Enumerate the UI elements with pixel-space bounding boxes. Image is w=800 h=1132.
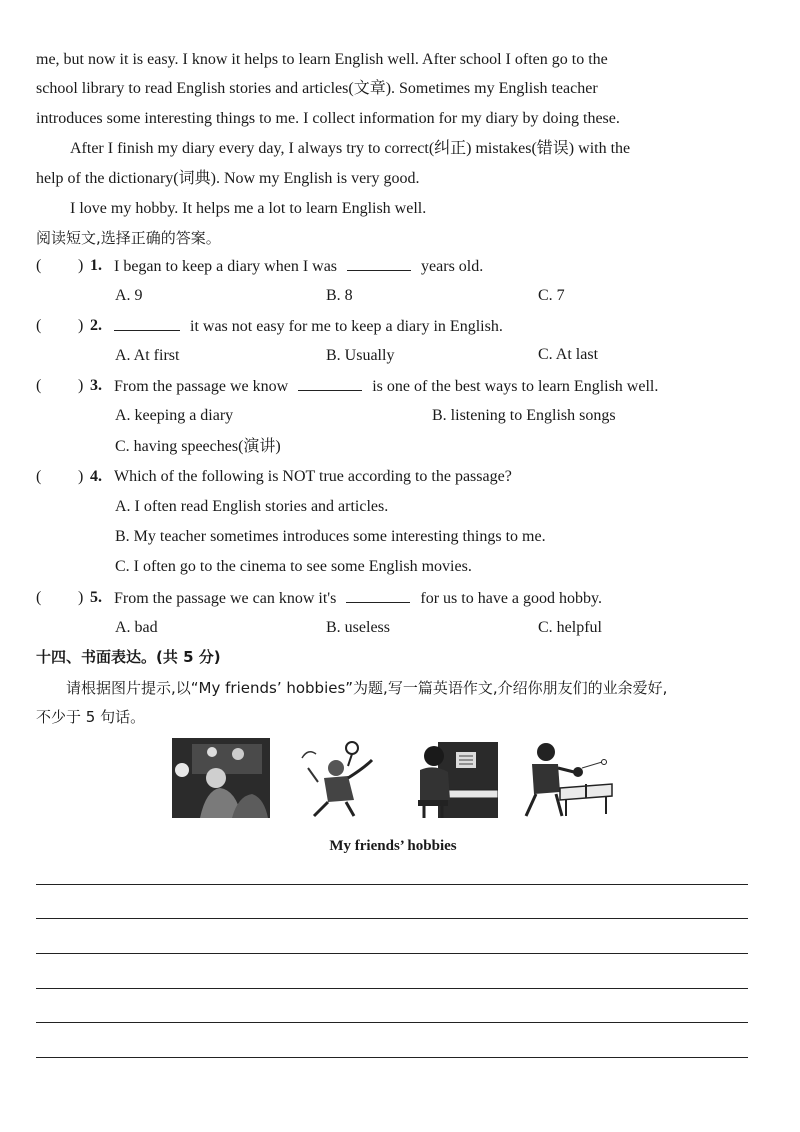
answer-paren-close: ) xyxy=(78,377,84,394)
answer-blank xyxy=(347,256,411,271)
answer-paren-close: ) xyxy=(78,317,84,334)
option-a: A. At first xyxy=(115,347,180,364)
writing-line[interactable] xyxy=(36,1022,748,1023)
answer-blank xyxy=(298,376,362,391)
answer-paren-close: ) xyxy=(78,589,84,606)
picture-movie-watching xyxy=(172,738,270,818)
question-number: 4. xyxy=(90,468,102,485)
option-c: C. I often go to the cinema to see some English movies. xyxy=(115,558,472,575)
option-c: C. helpful xyxy=(538,619,602,636)
question-number: 2. xyxy=(90,317,102,334)
option-a: A. keeping a diary xyxy=(115,407,234,424)
stem-after-blank: years old. xyxy=(421,258,484,275)
question-number: 1. xyxy=(90,257,102,274)
stem-before-blank: From the passage we can know it's xyxy=(114,590,337,607)
option-b: B. Usually xyxy=(326,347,395,364)
passage-line-2: school library to read English stories and articles(文章). Sometimes my English teacher xyxy=(36,80,598,97)
stem-before-blank: I began to keep a diary when I was xyxy=(114,258,338,275)
stem-after-blank: for us to have a good hobby. xyxy=(420,590,602,607)
passage-line-3: introduces some interesting things to me. I collect information for my diary by doing these. xyxy=(36,110,620,127)
option-c: C. At last xyxy=(538,346,599,363)
question-number: 3. xyxy=(90,377,102,394)
writing-line[interactable] xyxy=(36,953,748,954)
answer-paren-open: ( xyxy=(36,257,42,274)
option-b: B. useless xyxy=(326,619,390,636)
question-stem: Which of the following is NOT true according to the passage? xyxy=(114,468,512,485)
option-a: A. 9 xyxy=(115,287,143,304)
writing-prompt-line-1: 请根据图片提示,以“My friends’ hobbies”为题,写一篇英语作文,介绍你朋友们的业余爱好, xyxy=(66,679,668,697)
writing-line[interactable] xyxy=(36,884,748,885)
answer-paren-open: ( xyxy=(36,589,42,606)
answer-paren-open: ( xyxy=(36,377,42,394)
answer-blank xyxy=(114,316,180,331)
passage-line-5: help of the dictionary(词典). Now my English is very good. xyxy=(36,170,420,187)
writing-line[interactable] xyxy=(36,988,748,989)
option-c: C. 7 xyxy=(538,287,565,304)
essay-title: My friends’ hobbies xyxy=(329,838,457,854)
writing-line[interactable] xyxy=(36,1057,748,1058)
option-b: B. My teacher sometimes introduces some interesting things to me. xyxy=(115,528,546,545)
section-14-heading: 十四、书面表达。(共 5 分) xyxy=(36,648,221,666)
stem-after-blank: it was not easy for me to keep a diary in English. xyxy=(190,318,503,335)
stem-before-blank: From the passage we know xyxy=(114,378,289,395)
writing-prompt-line-2: 不少于 5 句话。 xyxy=(36,708,146,726)
picture-piano xyxy=(414,738,498,818)
answer-blank xyxy=(346,588,410,603)
answer-paren-open: ( xyxy=(36,468,42,485)
picture-table-tennis xyxy=(516,738,614,818)
writing-line[interactable] xyxy=(36,918,748,919)
reading-instruction: 阅读短文,选择正确的答案。 xyxy=(36,229,221,247)
answer-paren-close: ) xyxy=(78,468,84,485)
question-stem xyxy=(114,588,602,609)
answer-paren-open: ( xyxy=(36,317,42,334)
passage-line-4: After I finish my diary every day, I always try to correct(纠正) mistakes(错误) with the xyxy=(70,140,631,157)
passage-line-6: I love my hobby. It helps me a lot to learn English well. xyxy=(70,200,427,217)
question-stem xyxy=(114,376,658,397)
option-b: B. 8 xyxy=(326,287,353,304)
option-a: A. bad xyxy=(115,619,158,636)
option-b: B. listening to English songs xyxy=(432,407,616,424)
stem-after-blank: is one of the best ways to learn English well. xyxy=(372,378,659,395)
question-number: 5. xyxy=(90,589,102,606)
question-stem xyxy=(114,256,483,277)
picture-badminton xyxy=(298,738,380,818)
option-c: C. having speeches(演讲) xyxy=(115,438,281,455)
answer-paren-close: ) xyxy=(78,257,84,274)
option-a: A. I often read English stories and articles. xyxy=(115,498,389,515)
passage-line-1: me, but now it is easy. I know it helps to learn English well. After school I often go to the xyxy=(36,51,608,68)
question-stem xyxy=(114,316,503,337)
